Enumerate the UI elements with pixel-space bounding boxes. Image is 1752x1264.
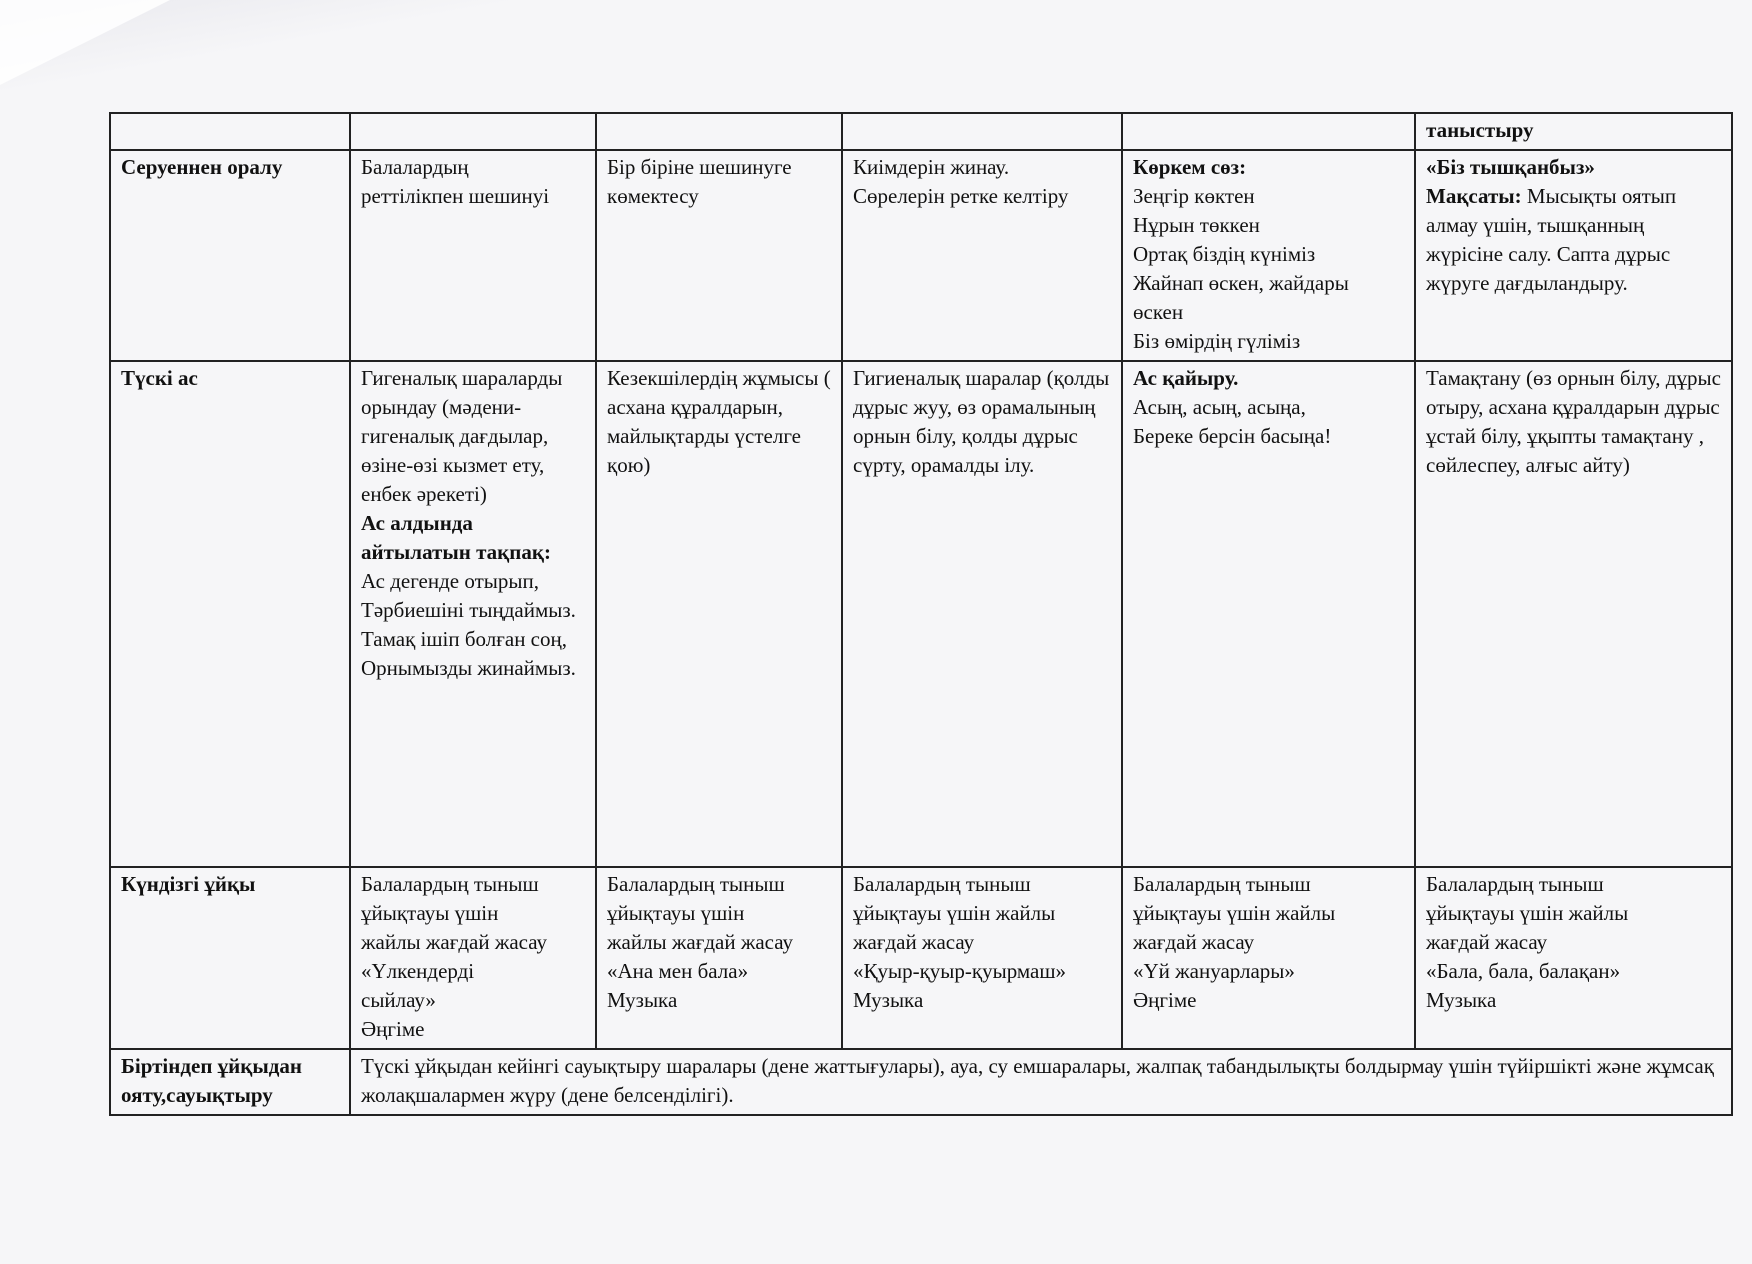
text-line: жайлы жағдай жасау (361, 930, 548, 954)
row-label-wake: Біртіндеп ұйқыдан ояту,сауықтыру (110, 1049, 350, 1115)
table-cell (350, 113, 596, 150)
poem-line: Жайнап өскен, жайдары (1133, 271, 1349, 295)
text-line: Балалардың тыныш (607, 872, 785, 896)
return-cell-1 (350, 150, 596, 361)
text-line: ұйықтауы үшін жайлы (853, 901, 1056, 925)
text-line: ұйықтауы үшін жайлы (1426, 901, 1629, 925)
nap-cell-5 (1415, 867, 1732, 1049)
lunch-cell-3: Гигиеналық шаралар (қолды дұрыс жуу, өз орамалының орнын білу, қолды дұрыс сүрту, орамалды ілу. (842, 361, 1122, 867)
table-row (110, 113, 1732, 150)
table-row (110, 867, 1732, 1049)
wake-cell: Түскі ұйқыдан кейінгі сауықтыру шаралары (дене жаттығулары), ауа, су емшаралары, жалпақ табандылықты болдырмау үшін түйіршікті және жұмсақ жолақшалармен жүру (дене белсенділігі). (350, 1049, 1732, 1115)
poem-line: Тамақ ішіп болған соң, (361, 627, 567, 651)
return-cell-3 (842, 150, 1122, 361)
goal-label: Мақсаты: (1426, 184, 1522, 208)
poem-line: Береке берсін басыңа! (1133, 424, 1332, 448)
rhyme-title: Ас алдында айтылатын тақпақ: (361, 511, 551, 564)
text-line: Балалардың тыныш (361, 872, 539, 896)
text-line: Музыка (607, 988, 678, 1012)
poem-line: Тәрбиешіні тыңдаймыз. (361, 598, 576, 622)
goal-text (1426, 184, 1676, 295)
text-line: Бір біріне шешинуге (607, 155, 792, 179)
row-label-return: Серуеннен оралу (110, 150, 350, 361)
text-line: реттілікпен шешинуі (361, 184, 550, 208)
text-line: жағдай жасау (1133, 930, 1255, 954)
text-line: Музыка (853, 988, 924, 1012)
text-line: жағдай жасау (1426, 930, 1548, 954)
text-line: «Үлкендерді (361, 959, 475, 983)
poem-line: Асың, асың, асыңа, (1133, 395, 1306, 419)
row-label-lunch: Түскі ас (110, 361, 350, 867)
table-row (110, 1049, 1732, 1115)
text-line: «Қуыр-қуыр-қуырмаш» (853, 959, 1067, 983)
text-line: жағдай жасау (853, 930, 975, 954)
text-line: жайлы жағдай жасау (607, 930, 794, 954)
blessing-title: Ас қайыру. (1133, 366, 1239, 390)
return-cell-2 (596, 150, 842, 361)
text-block: Гигеналық шараларды орындау (мәдени-гигеналық дағдылар, өзіне-өзі кызмет ету, енбек әрекеті) (361, 366, 563, 506)
poem-line: Орнымызды жинаймыз. (361, 656, 576, 680)
text-line: Балалардың тыныш (1133, 872, 1311, 896)
nap-cell-3 (842, 867, 1122, 1049)
text-line: Балалардың тыныш (1426, 872, 1604, 896)
poem-line: Ортақ біздің күніміз (1133, 242, 1316, 266)
text-line: ұйықтауы үшін (361, 901, 499, 925)
table-row (110, 150, 1732, 361)
lunch-cell-1 (350, 361, 596, 867)
text-line: ұйықтауы үшін жайлы (1133, 901, 1336, 925)
text-line: Балалардың тыныш (853, 872, 1031, 896)
return-cell-4 (1122, 150, 1415, 361)
lunch-cell-4 (1122, 361, 1415, 867)
table-cell (1122, 113, 1415, 150)
text-line: Музыка (1426, 988, 1497, 1012)
text-line: «Ана мен бала» (607, 959, 749, 983)
lunch-cell-2: Кезекшілердің жұмысы ( асхана құралдарын, майлықтарды үстелге қою) (596, 361, 842, 867)
daily-schedule-table (109, 112, 1733, 1116)
text-line: Әңгіме (361, 1017, 425, 1041)
lunch-cell-5: Тамақтану (өз орнын білу, дұрыс отыру, асхана құралдарын дұрыс ұстай білу, ұқыпты тамақтану , сөйлеспеу, алғыс айту) (1415, 361, 1732, 867)
table-cell: таныстыру (1415, 113, 1732, 150)
nap-cell-1 (350, 867, 596, 1049)
text-line: сыйлау» (361, 988, 436, 1012)
text-line: Сөрелерін ретке келтіру (853, 184, 1069, 208)
poem-line: Нұрын төккен (1133, 213, 1260, 237)
table-cell (596, 113, 842, 150)
text-line: «Бала, бала, балақан» (1426, 959, 1621, 983)
return-cell-5 (1415, 150, 1732, 361)
row-label-nap: Күндізгі ұйқы (110, 867, 350, 1049)
nap-cell-4 (1122, 867, 1415, 1049)
poem-title: Көркем сөз: (1133, 155, 1247, 179)
poem-line: Біз өмірдің гүліміз (1133, 329, 1301, 353)
text-line: көмектесу (607, 184, 699, 208)
poem-line: Зеңгір көктен (1133, 184, 1255, 208)
text-line: ұйықтауы үшін (607, 901, 745, 925)
poem-line: Ас дегенде отырып, (361, 569, 539, 593)
poem-line: өскен (1133, 300, 1184, 324)
nap-cell-2 (596, 867, 842, 1049)
page-corner-fold (0, 0, 170, 85)
text-line: Киімдерін жинау. (853, 155, 1010, 179)
table-row (110, 361, 1732, 867)
text-line: «Үй жануарлары» (1133, 959, 1295, 983)
game-title: «Біз тышқанбыз» (1426, 155, 1595, 179)
text-line: Әңгіме (1133, 988, 1197, 1012)
table-cell (842, 113, 1122, 150)
table-cell (110, 113, 350, 150)
goal-description: Мысықты оятып алмау үшін, тышқанның жүрісіне салу. Сапта дұрыс жүруге дағдыландыру. (1426, 184, 1677, 295)
text-line: Балалардың (361, 155, 469, 179)
